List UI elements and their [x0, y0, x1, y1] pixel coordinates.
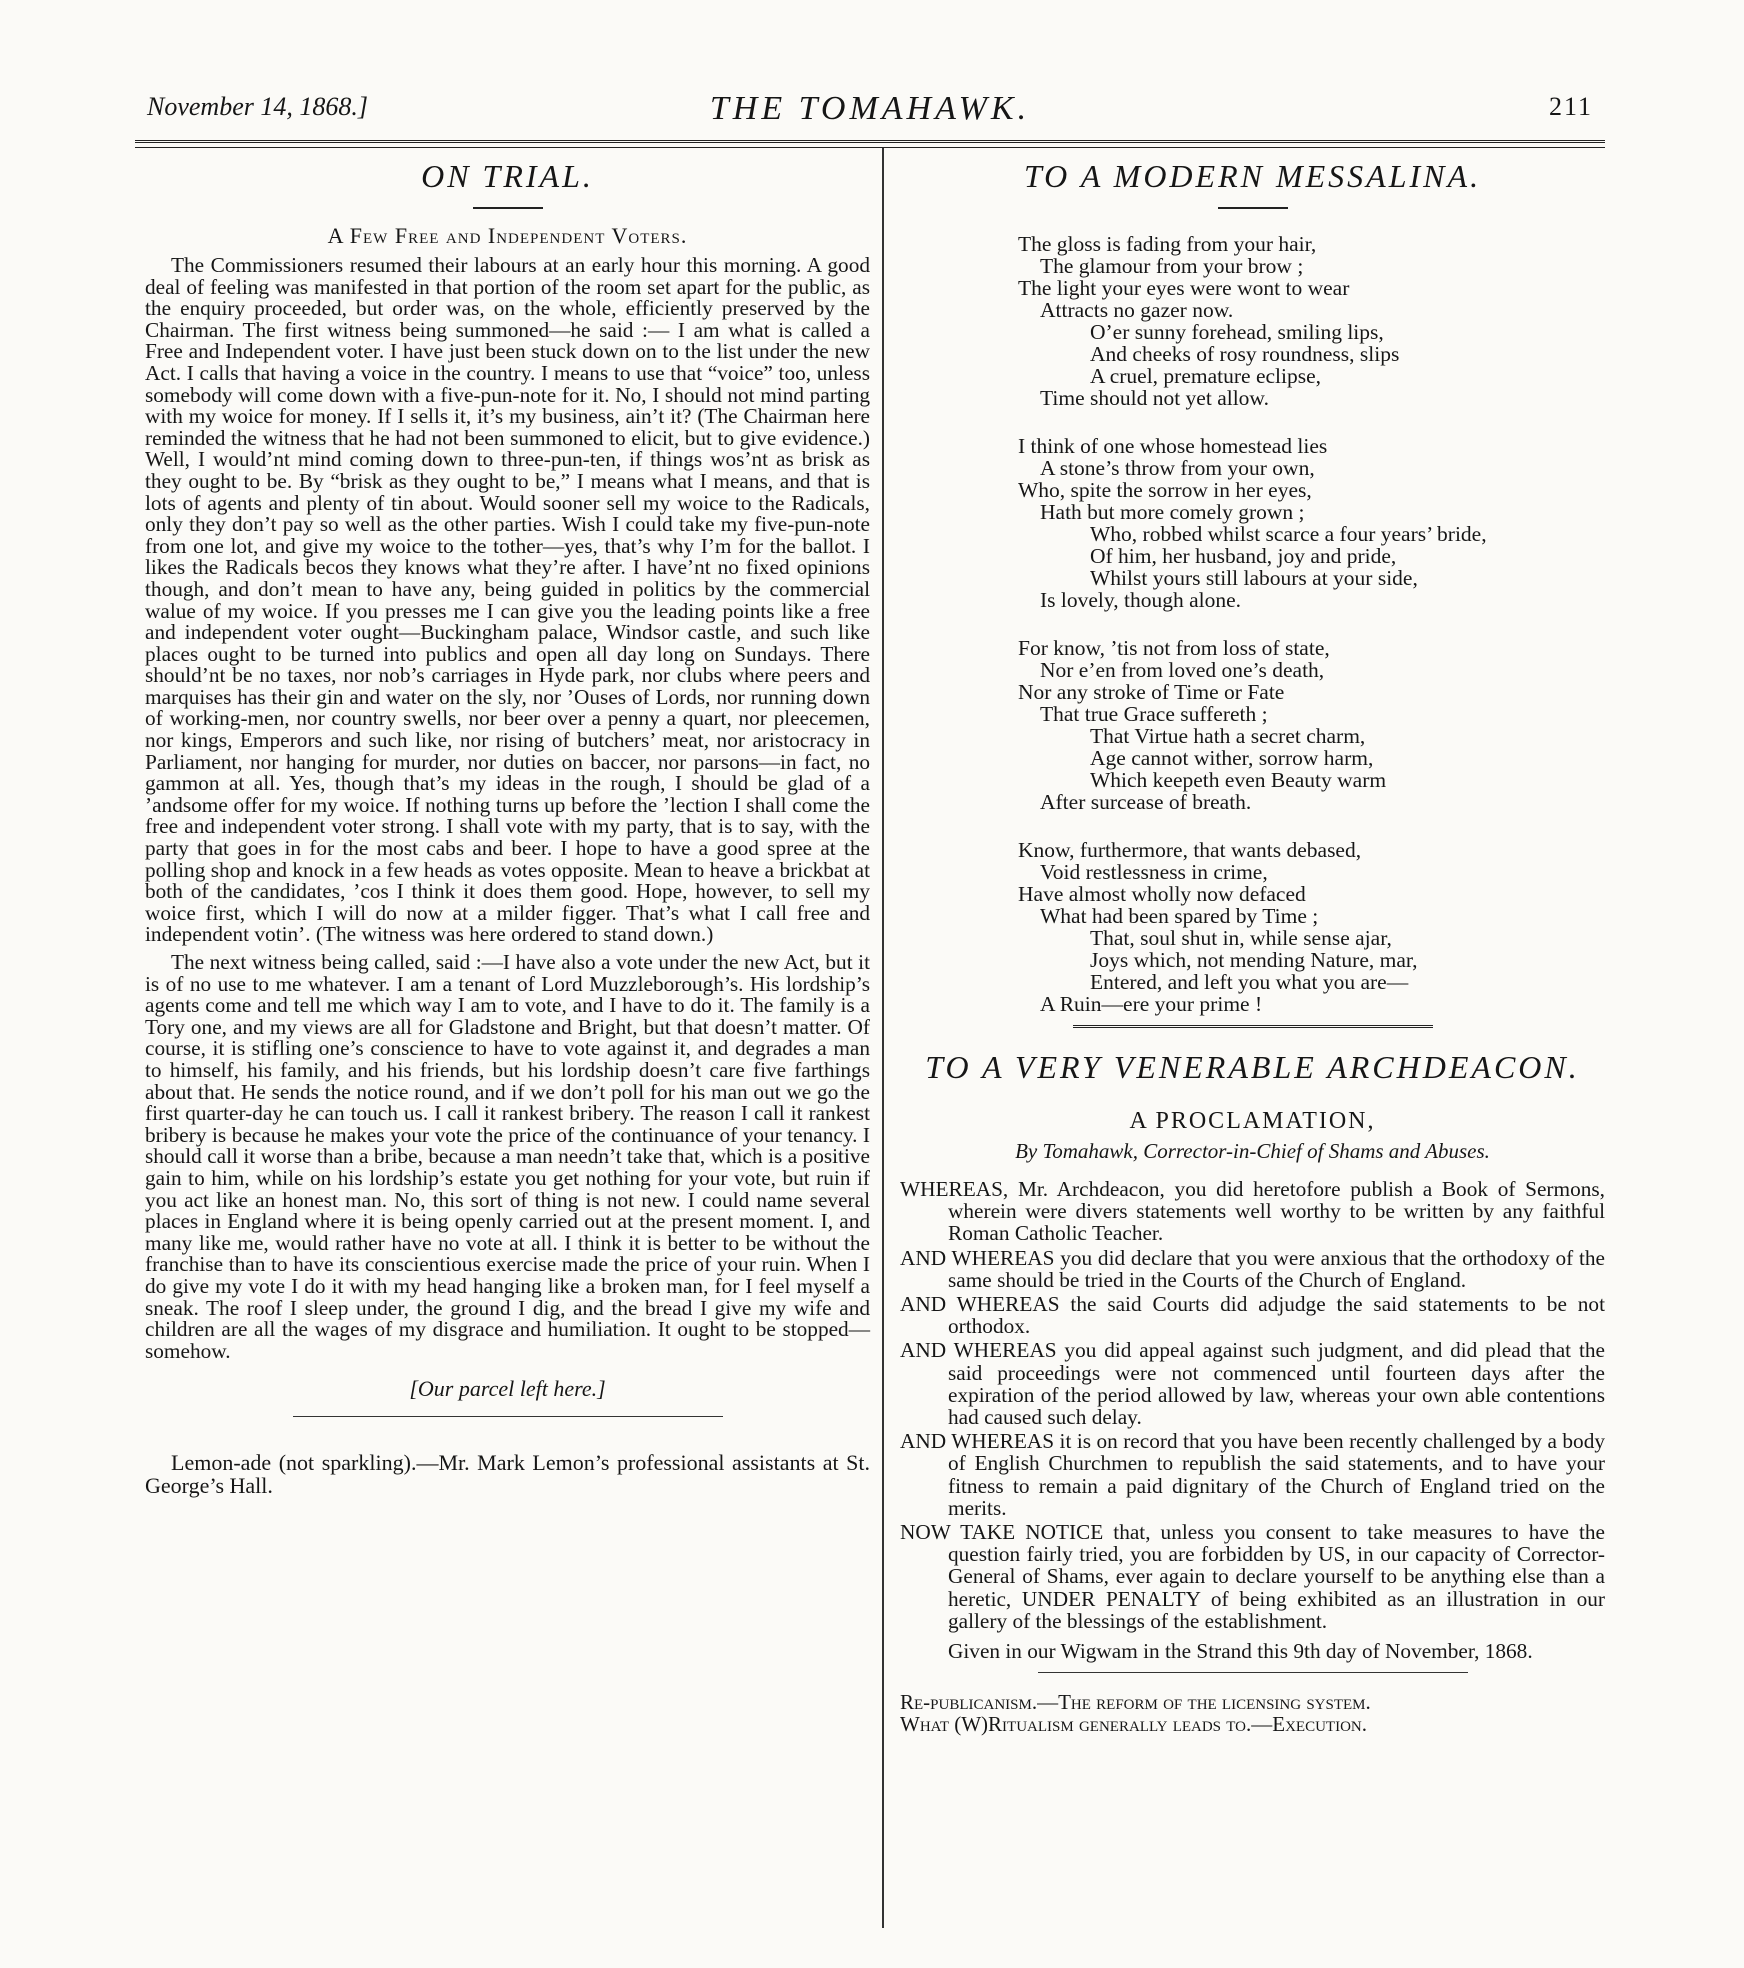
left-column: [145, 150, 870, 1497]
poem-line: For know, ’tis not from loss of state,: [1018, 636, 1330, 660]
right-column: [900, 150, 1605, 1735]
header-rule: [135, 140, 1605, 148]
poem-line: A cruel, premature eclipse,: [1090, 364, 1322, 388]
proclamation-clause: NOW TAKE NOTICE that, unless you consent to take measures to have the question fairly tried, you are forbidden by US, in our capacity of Corrector-General of Shams, ever again to declare yourself to be anything else than a heretic, UNDER PENALTY of being exhibited as an illustration in our gallery of the blessings of the establishment.: [900, 1520, 1605, 1633]
newspaper-page: [135, 80, 1605, 1940]
poem-stanza: [1018, 435, 1605, 611]
poem-stanza: [1018, 637, 1605, 813]
poem-line: Have almost wholly now defaced: [1018, 882, 1306, 906]
poem-line: Is lovely, though alone.: [1040, 588, 1242, 612]
masthead-title: THE TOMAHAWK.: [709, 90, 1031, 127]
section-rule: [293, 1416, 723, 1417]
column-divider: [882, 148, 884, 1928]
proclamation-clause: AND WHEREAS you did declare that you were anxious that the orthodoxy of the same should be tried in the Courts of the Church of England.: [900, 1245, 1605, 1292]
article-title-on-trial: ON TRIAL.: [421, 158, 594, 194]
proclamation-clause: WHEREAS, Mr. Archdeacon, you did heretofore publish a Book of Sermons, wherein were divers statements well worthy to be written by any faithful Roman Catholic Teacher.: [900, 1177, 1605, 1246]
poem-line: Entered, and left you what you are—: [1090, 970, 1409, 994]
footnote-lemonade: Lemon-ade (not sparkling).—Mr. Mark Lemon’s professional assistants at St. George’s Hall.: [145, 1450, 870, 1499]
poem-line: Void restlessness in crime,: [1040, 860, 1268, 884]
poem-line: That Virtue hath a secret charm,: [1090, 724, 1366, 748]
poem-line: Know, furthermore, that wants debased,: [1018, 838, 1362, 862]
section-rule: [1038, 1672, 1468, 1673]
poem-line: The light your eyes were wont to wear: [1018, 276, 1350, 300]
proclamation-clause: AND WHEREAS it is on record that you have been recently challenged by a body of English Churchmen to republish the said statements, and to have your fitness to remain a paid dignitary of the Church of England tried on the merits.: [900, 1429, 1605, 1520]
poem-line: A stone’s throw from your own,: [1040, 456, 1315, 480]
poem-line: Joys which, not mending Nature, mar,: [1090, 948, 1418, 972]
poem-line: Hath but more comely grown ;: [1040, 500, 1305, 524]
page-header: [135, 80, 1605, 127]
section-double-rule: [1073, 1025, 1433, 1031]
poem-line: The gloss is fading from your hair,: [1018, 232, 1317, 256]
proclamation-clause: AND WHEREAS the said Courts did adjudge the said statements to be not orthodox.: [900, 1292, 1605, 1339]
proclamation-dateline: Given in our Wigwam in the Strand this 9th day of November, 1868.: [948, 1639, 1533, 1664]
poem-line: Whilst yours still labours at your side,: [1090, 566, 1418, 590]
poem-line: What had been spared by Time ;: [1040, 904, 1319, 928]
article-subtitle: A Few Free and Independent Voters.: [327, 223, 688, 248]
poem-line: I think of one whose homestead lies: [1018, 434, 1328, 458]
poem-line: Nor e’en from loved one’s death,: [1040, 658, 1325, 682]
poem-stanza: [1018, 839, 1605, 1015]
poem-line: Age cannot wither, sorrow harm,: [1090, 746, 1374, 770]
proclamation-heading: A PROCLAMATION,: [1129, 1108, 1376, 1134]
poem-line: Nor any stroke of Time or Fate: [1018, 680, 1285, 704]
poem-line: Attracts no gazer now.: [1040, 298, 1234, 322]
poem-line: Who, robbed whilst scarce a four years’ bride,: [1090, 522, 1487, 546]
poem-stanza: [1018, 233, 1605, 409]
poem-line: And cheeks of rosy roundness, slips: [1090, 342, 1400, 366]
poem-line: Who, spite the sorrow in her eyes,: [1018, 478, 1312, 502]
proclamation-byline: By Tomahawk, Corrector-in-Chief of Shams and Abuses.: [1015, 1139, 1490, 1163]
title-rule: [1218, 207, 1288, 209]
article-paragraph: The next witness being called, said :—I have also a vote under the new Act, but it is of no use to me whatever. I am a tenant of Lord Muzzleborough’s. His lordship’s agents come and tell me which way I am to vote, and I have to do it. The family is a Tory one, and my views are all for Gladstone and Bright, but that doesn’t matter. Of course, it is stifling one’s conscience to have to vote against it, and degrades a man to himself, his family, and his friends, but his lordship doesn’t care five farthings about that. He sends the notice round, and if we don’t poll for his man out we go the first quarter-day he can touch us. I call it rankest bribery. The reason I call it rankest bribery is because he makes your vote the price of the continuance of your tenancy. I should call it worse than a bribe, because a man needn’t take that, which is a positive gain to him, while on his lordship’s estate you get nothing for your vote, but ruin if you act like an honest man. No, this sort of thing is not new. I could name several places in England where it is being openly carried out at the present moment. I, and many like me, would rather have no vote at all. I think it is better to be without the franchise than to have its conscientious exercise made the price of your ruin. When I do give my vote I do it with my head hanging like a broken man, for I feel myself a sneak. The roof I sleep under, the ground I dig, and the bread I give my wife and children are all the wages of my disgrace and humiliation. It ought to be stopped—somehow.: [145, 950, 870, 1363]
poem-line: A Ruin—ere your prime !: [1040, 992, 1263, 1016]
poem-line: That true Grace suffereth ;: [1040, 702, 1268, 726]
poem: [1018, 233, 1605, 1015]
poem-line: The glamour from your brow ;: [1040, 254, 1304, 278]
poem-line: Which keepeth even Beauty warm: [1090, 768, 1387, 792]
poem-line: That, soul shut in, while sense ajar,: [1090, 926, 1392, 950]
page-number: 211: [1548, 92, 1593, 121]
title-rule: [473, 207, 543, 209]
poem-line: Time should not yet allow.: [1040, 386, 1269, 410]
proclamation-clause: AND WHEREAS you did appeal against such judgment, and did plead that the said proceedings were not commenced until fourteen days after the expiration of the period allowed by law, whereas your own able contentions had caused such delay.: [900, 1338, 1605, 1430]
article-title-archdeacon: TO A VERY VENERABLE ARCHDEACON.: [925, 1049, 1580, 1085]
article-signature: [Our parcel left here.]: [409, 1376, 606, 1402]
poem-line: Of him, her husband, joy and pride,: [1090, 544, 1397, 568]
poem-line: O’er sunny forehead, smiling lips,: [1090, 320, 1384, 344]
footnote-ritualism: What (W)Ritualism generally leads to.—Execution.: [900, 1712, 1367, 1737]
poem-line: After surcease of breath.: [1040, 790, 1252, 814]
issue-date: November 14, 1868.]: [147, 92, 368, 121]
footnote-republicanism: Re-publicanism.—The reform of the licensing system.: [900, 1690, 1371, 1715]
poem-title: TO A MODERN MESSALINA.: [1023, 158, 1482, 194]
article-paragraph: The Commissioners resumed their labours at an early hour this morning. A good deal of feeling was manifested in that portion of the room set apart for the public, as the enquiry proceeded, but order was, on the whole, efficiently preserved by the Chairman. The first witness being summoned—he said :— I am what is called a Free and Independent voter. I have just been stuck down on to the list under the new Act. I calls that having a voice in the country. I means to use that “voice” too, unless somebody will come down with a five-pun-note for it. No, I should not mind parting with my woice for money. If I sells it, it’s my business, ain’t it? (The Chairman here reminded the witness that he had not been summoned to elicit, but to give evidence.) Well, I would’nt mind coming down to three-pun-ten, if things wos’nt as brisk as they ought to be. By “brisk as they ought to be,” I means what I means, and that is lots of agents and plenty of tin about. Would sooner sell my woice to the Radicals, only they don’t pay so well as the other parties. Wish I could take my five-pun-note from one lot, and give my woice to the tother—yes, that’s why I’m for the ballot. I likes the Radicals becos they knows what they’re after. I have’nt no fixed opinions though, and don’t mean to have any, being guided in politics by the commercial walue of my woice. If you presses me I can give you the leading points like a free and independent voter ought—Buckingham palace, Windsor castle, and such like places ought to be turned into publics and open all day long on Sundays. There should’nt be no taxes, nor nob’s carriages in Hyde park, nor clubs where peers and marquises has their gin and water on the sly, nor ’Ouses of Lords, nor running down of working-men, nor country swells, nor beer over a penny a quart, nor pleecemen, nor kings, Emperors and such like, nor rising of butchers’ meat, nor aristocracy in Parliament, nor hanging for murder, nor duties on baccer, nor parsons—in fact, no gammon at all. Yes, though that’s my ideas in the rough, I should be glad of a ’andsome offer for my woice. If nothing turns up before the ’lection I shall come the free and independent voter strong. I shall vote with my party, that is to say, with the party that goes in for the most cabs and beer. I hope to have a good spree at the polling shop and knock in a few heads as votes opposite. Mean to heave a brickbat at both of the candidates, ’cos I think it does them good. Hope, however, to sell my woice first, which I will do now at a milder figger. That’s what I call free and independent votin’. (The witness was here ordered to stand down.): [145, 253, 870, 947]
